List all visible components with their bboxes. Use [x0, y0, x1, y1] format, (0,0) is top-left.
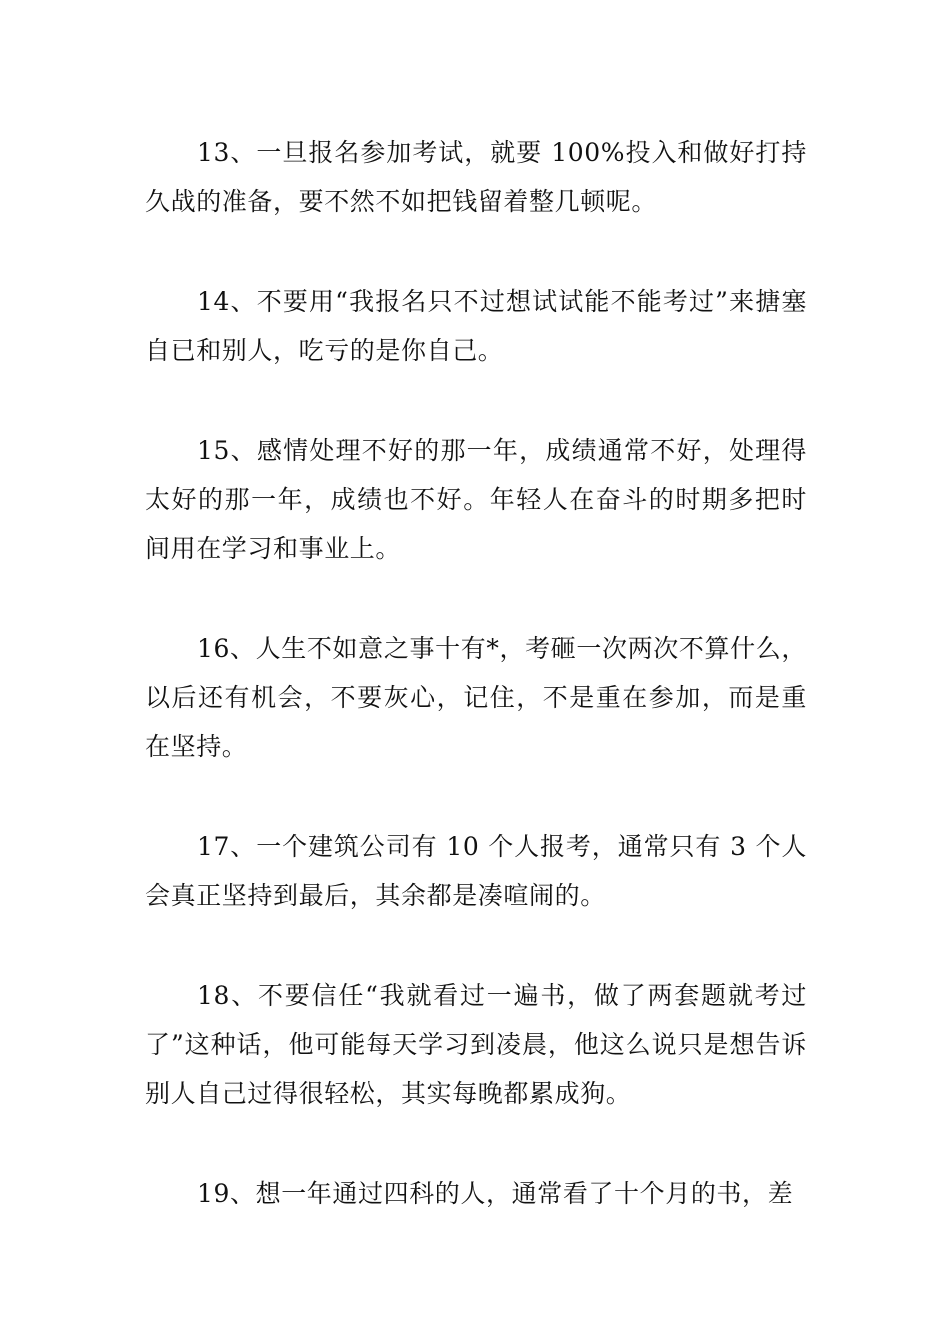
- document-body: [145, 128, 807, 1269]
- paragraph-16: 16、人生不如意之事十有*，考砸一次两次不算什么，以后还有机会，不要灰心，记住，不是重在参加，而是重在坚持。: [145, 634, 807, 761]
- paragraph-13: 13、一旦报名参加考试，就要 100%投入和做好打持久战的准备，要不然不如把钱留着整几顿呢。: [145, 138, 807, 216]
- paragraph-15: 15、感情处理不好的那一年，成绩通常不好，处理得太好的那一年，成绩也不好。年轻人在奋斗的时期多把时间用在学习和事业上。: [145, 436, 807, 563]
- paragraph-14: 14、不要用“我报名只不过想试试能不能考过”来搪塞自已和别人，吃亏的是你自己。: [145, 287, 807, 365]
- paragraph-19: 19、想一年通过四科的人，通常看了十个月的书，差: [197, 1179, 794, 1208]
- paragraph-17: 17、一个建筑公司有 10 个人报考，通常只有 3 个人会真正坚持到最后，其余都是凑喧闹的。: [145, 832, 807, 910]
- paragraph-18: 18、不要信任“我就看过一遍书，做了两套题就考过了”这种话，他可能每天学习到凌晨，他这么说只是想告诉别人自己过得很轻松，其实每晚都累成狗。: [145, 981, 807, 1108]
